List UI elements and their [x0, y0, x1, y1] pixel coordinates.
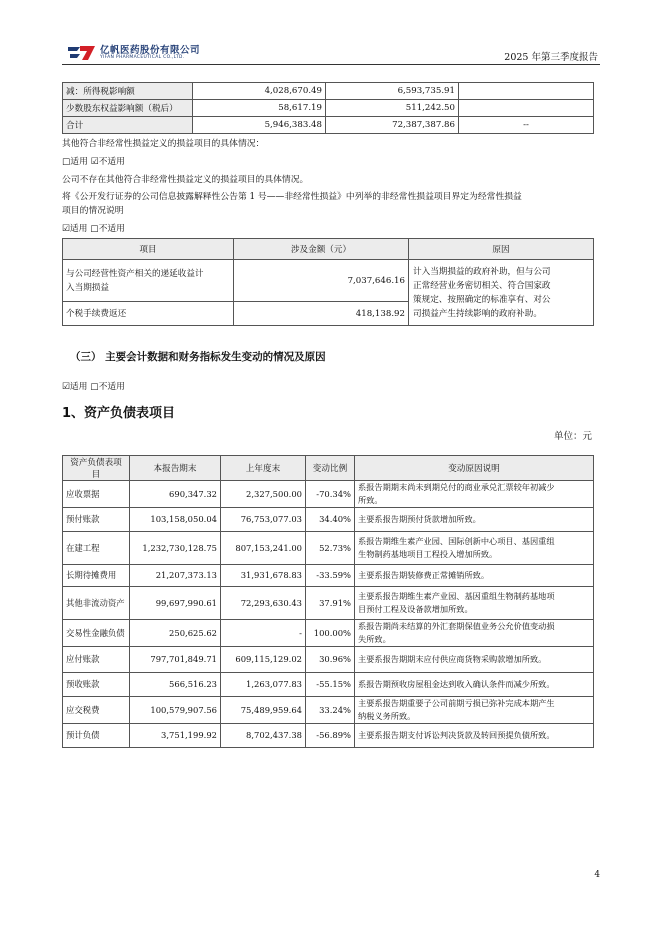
item-cell: 长期待摊费用 [63, 565, 130, 587]
current-value: 690,347.32 [130, 481, 221, 508]
prior-value: 76,753,077.03 [221, 508, 306, 532]
table-row [63, 587, 594, 620]
prior-value: 2,327,500.00 [221, 481, 306, 508]
no-other-items-text: 公司不存在其他符合非经常性损益定义的损益项目的具体情况。 [62, 175, 309, 185]
table-row [63, 673, 594, 697]
page-number: 4 [594, 870, 600, 880]
prior-value: 8,702,437.38 [221, 724, 306, 748]
change-reason: 主要系报告期装修费正常摊销所致。 [355, 565, 594, 587]
table-row [63, 117, 594, 134]
col-header-amount: 涉及金额（元） [234, 239, 409, 260]
balance-sheet-table [62, 455, 594, 748]
value-cell [459, 100, 594, 117]
item-cell: 应交税费 [63, 697, 130, 724]
company-logo [68, 44, 200, 62]
applicability-check-3: ☑适用 □不适用 [62, 382, 125, 392]
change-reason: 系报告期期末尚未到期兑付的商业承兑汇票较年初减少 所致。 [355, 481, 594, 508]
applicability-check-1: □适用 ☑不适用 [62, 157, 125, 167]
change-reason: 主要系报告期维生素产业园、基因重组生物制药基地项 目预付工程及设备款增加所致。 [355, 587, 594, 620]
table-row [63, 260, 594, 302]
change-ratio: -55.15% [306, 673, 355, 697]
listed-items-line-2: 项目的情况说明 [62, 206, 124, 216]
table-row [63, 724, 594, 748]
current-value: 99,697,990.61 [130, 587, 221, 620]
balance-sheet-heading: 1、资产负债表项目 [62, 406, 176, 421]
col-header-reason: 原因 [409, 239, 594, 260]
value-cell: 511,242.50 [326, 100, 459, 117]
report-title: 2025 年第三季度报告 [504, 52, 598, 63]
prior-value: 1,263,077.83 [221, 673, 306, 697]
table-row [63, 481, 594, 508]
item-cell: 其他非流动资产 [63, 587, 130, 620]
value-cell: 72,387,387.86 [326, 117, 459, 134]
value-cell: -- [459, 117, 594, 134]
change-ratio: 37.91% [306, 587, 355, 620]
table-row [63, 697, 594, 724]
current-value: 100,579,907.56 [130, 697, 221, 724]
change-ratio: 100.00% [306, 620, 355, 647]
prior-value: 75,489,959.64 [221, 697, 306, 724]
change-ratio: -33.59% [306, 565, 355, 587]
col-header-reason: 变动原因说明 [355, 456, 594, 481]
amount-cell: 418,138.92 [234, 302, 409, 326]
item-cell: 预计负债 [63, 724, 130, 748]
value-cell: 4,028,670.49 [193, 83, 326, 100]
prior-value: 807,153,241.00 [221, 532, 306, 565]
table-row [63, 647, 594, 673]
item-label: 少数股东权益影响额（税后） [63, 100, 193, 117]
amount-cell: 7,037,646.16 [234, 260, 409, 302]
value-cell: 6,593,735.91 [326, 83, 459, 100]
section-title: （三） 主要会计数据和财务指标发生变动的情况及原因 [70, 351, 326, 363]
change-reason: 主要系报告期预付货款增加所致。 [355, 508, 594, 532]
applicability-check-2: ☑适用 □不适用 [62, 224, 125, 234]
item-label: 减：所得税影响额 [63, 83, 193, 100]
col-header-item: 资产负债表项目 [63, 456, 130, 481]
current-value: 103,158,050.04 [130, 508, 221, 532]
page-header [62, 40, 600, 65]
prior-value: - [221, 620, 306, 647]
current-value: 250,625.62 [130, 620, 221, 647]
table-row [63, 620, 594, 647]
prior-value: 72,293,630.43 [221, 587, 306, 620]
table-row [63, 508, 594, 532]
item-cell: 预收账款 [63, 673, 130, 697]
change-reason: 系报告期尚未结算的外汇套期保值业务公允价值变动损 失所致。 [355, 620, 594, 647]
nonrecurring-summary-table [62, 82, 594, 134]
item-cell: 预付账款 [63, 508, 130, 532]
item-cell: 交易性金融负债 [63, 620, 130, 647]
col-header-item: 项目 [63, 239, 234, 260]
current-value: 566,516.23 [130, 673, 221, 697]
change-ratio: 34.40% [306, 508, 355, 532]
company-name-cn: 亿帆医药股份有限公司 [100, 44, 201, 56]
change-ratio: -70.34% [306, 481, 355, 508]
item-label: 合计 [63, 117, 193, 134]
col-header-current: 本报告期末 [130, 456, 221, 481]
prior-value: 609,115,129.02 [221, 647, 306, 673]
current-value: 1,232,730,128.75 [130, 532, 221, 565]
item-cell: 应收票据 [63, 481, 130, 508]
current-value: 797,701,849.71 [130, 647, 221, 673]
change-reason: 主要系报告期支付诉讼判决货款及转回预提负债所致。 [355, 724, 594, 748]
item-cell: 在建工程 [63, 532, 130, 565]
prior-value: 31,931,678.83 [221, 565, 306, 587]
col-header-prior: 上年度末 [221, 456, 306, 481]
item-cell: 与公司经营性资产相关的递延收益计 入当期损益 [63, 260, 234, 302]
col-header-ratio: 变动比例 [306, 456, 355, 481]
table-row [63, 83, 594, 100]
value-cell [459, 83, 594, 100]
value-cell: 58,617.19 [193, 100, 326, 117]
listed-items-line-1: 将《公开发行证券的公司信息披露解释性公告第 1 号——非经常性损益》中列举的非经常性损益项目界定为经常性损益 [62, 192, 522, 202]
logo-mark-icon [68, 44, 96, 62]
value-cell: 5,946,383.48 [193, 117, 326, 134]
change-reason: 系报告期维生素产业园、国际创新中心项目、基因重组 生物制药基地项目工程投入增加所致。 [355, 532, 594, 565]
change-ratio: 33.24% [306, 697, 355, 724]
table-row [63, 532, 594, 565]
unit-label: 单位：元 [553, 431, 592, 442]
item-cell: 个税手续费返还 [63, 302, 234, 326]
company-name-en: YIFAN PHARMACEUTICAL CO.,LTD. [100, 55, 185, 60]
other-items-line: 其他符合非经常性损益定义的损益项目的具体情况： [62, 139, 265, 149]
change-ratio: 30.96% [306, 647, 355, 673]
change-ratio: 52.73% [306, 532, 355, 565]
reason-cell: 计入当期损益的政府补助，但与公司 正常经营业务密切相关、符合国家政 策规定、按照确定的标准享有、对公 司损益产生持续影响的政府补助。 [409, 260, 594, 326]
current-value: 21,207,373.13 [130, 565, 221, 587]
table-row [63, 100, 594, 117]
recurring-items-table [62, 238, 594, 326]
change-reason: 主要系报告期期末应付供应商货物采购款增加所致。 [355, 647, 594, 673]
item-cell: 应付账款 [63, 647, 130, 673]
change-reason: 主要系报告期重要子公司前期亏损已弥补完成本期产生 纳税义务所致。 [355, 697, 594, 724]
current-value: 3,751,199.92 [130, 724, 221, 748]
change-ratio: -56.89% [306, 724, 355, 748]
table-row [63, 565, 594, 587]
change-reason: 系报告期预收房屋租金达到收入确认条件而减少所致。 [355, 673, 594, 697]
